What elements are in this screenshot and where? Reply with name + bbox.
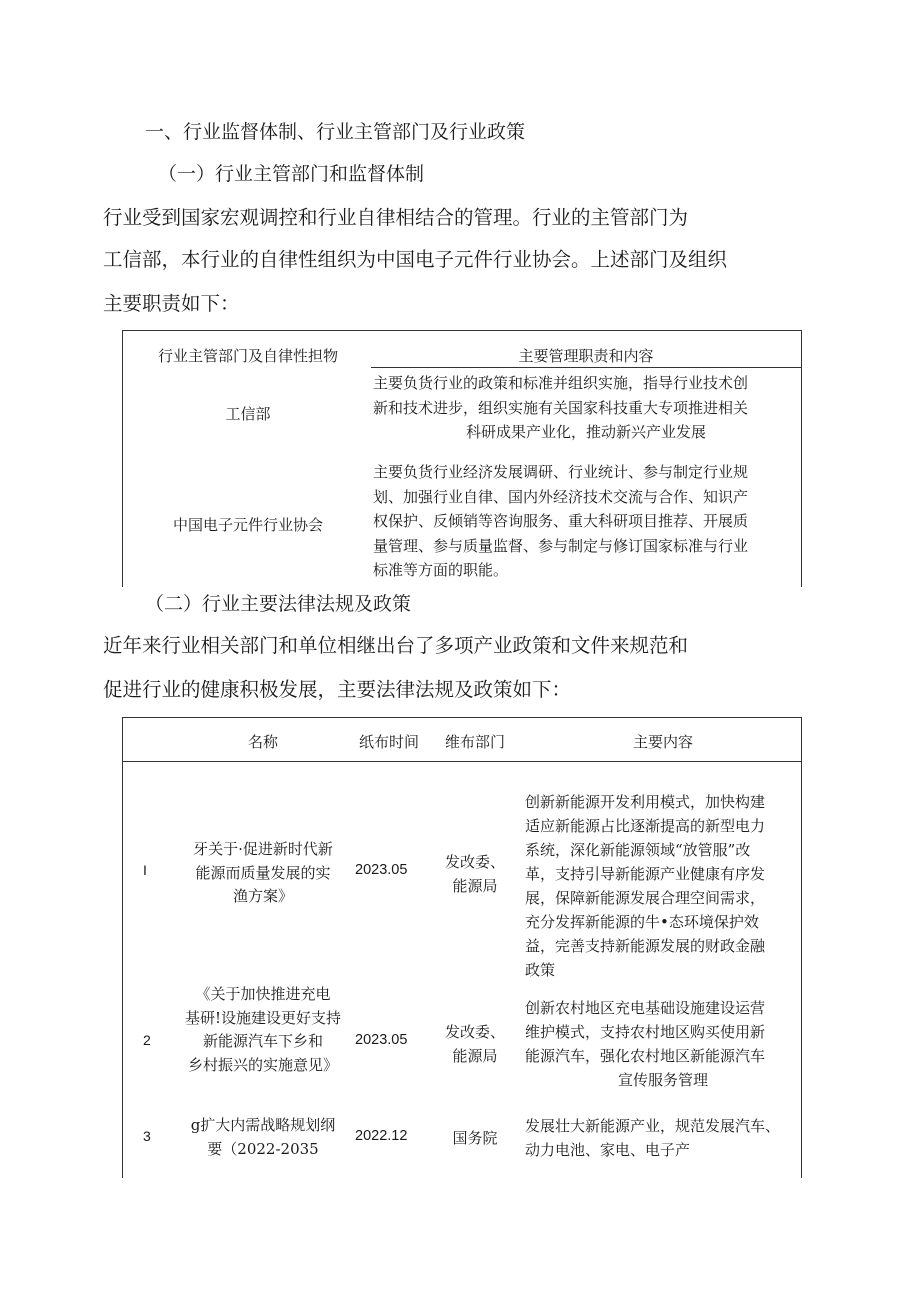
dept-line: 发改委、 — [444, 1023, 505, 1041]
header-dept: 维布部门 — [444, 733, 505, 751]
content-line: 系统，深化新能源领域“放管服”改 — [525, 841, 751, 859]
content-line: 能源汽车，强化农村地区新能源汽车 — [525, 1047, 766, 1065]
header-divider — [371, 367, 801, 368]
dept-line: 能源局 — [452, 1047, 498, 1065]
dept-line: 发改委、 — [444, 853, 505, 871]
duty-line: 主要负货行业经济发展调研、行业统计、参与制定行业规 — [373, 463, 749, 481]
release-date: 2022.12 — [355, 1128, 408, 1144]
name-line: 要（2022-2035 — [207, 1139, 319, 1158]
policy-content — [525, 790, 801, 982]
dept-line: 国务院 — [452, 1129, 498, 1147]
row-number: I — [143, 862, 147, 878]
paragraph-line: 促进行业的健康积极发展，主要法律法规及政策如下： — [103, 678, 572, 701]
content-line: 宣传服务管理 — [617, 1071, 708, 1089]
duty-line: 新和技术进步，组织实施有关国家科技重大专项推进相关 — [373, 398, 749, 417]
content-line: 动力电池、家电、电子产 — [525, 1141, 691, 1159]
policy-content — [525, 1114, 801, 1162]
table-header-duties: 主要管理职责和内容 — [518, 347, 654, 365]
content-line: 适应新能源占比逐渐提高的新型电力 — [525, 817, 766, 835]
header-content: 主要内容 — [632, 733, 693, 751]
content-line: 益，完善支持新能源发展的财政金融 — [525, 937, 766, 955]
issuing-department — [435, 1020, 515, 1068]
name-line: 牙关于·促进新时代新 — [193, 840, 333, 858]
duty-line: 标准等方面的职能。 — [373, 561, 509, 579]
row-number: 2 — [143, 1032, 151, 1048]
department-name: 中国电子元件行业协会 — [172, 516, 323, 534]
duty-line: 主要负货行业的政策和标准并组织实施，指导行业技术创 — [373, 374, 749, 392]
paragraph-line: 近年来行业相关部门和单位相继出台了多项产业政策和文件来规范和 — [103, 634, 689, 657]
department-name: 工信部 — [225, 405, 271, 423]
header-name: 名称 — [247, 733, 278, 751]
department-duty — [373, 371, 799, 445]
subsection-heading-2: （二）行业主要法律法规及政策 — [145, 593, 412, 615]
policy-table — [122, 717, 802, 1178]
row-number: 3 — [143, 1128, 151, 1144]
policy-name — [167, 983, 359, 1077]
release-date: 2023.05 — [355, 1032, 408, 1048]
duty-line: 量管理、参与质量监督、参与制定与修订国家标准与行业 — [373, 536, 749, 555]
name-line: 基研!设施建设更好支持 — [184, 1008, 342, 1027]
header-date: 纸布时间 — [358, 733, 419, 751]
paragraph-line: 主要职责如下： — [103, 292, 240, 315]
name-line: 新能源汽车下乡和 — [202, 1032, 323, 1050]
issuing-department — [435, 850, 515, 898]
content-line: 政策 — [525, 961, 556, 979]
policy-name — [173, 1114, 353, 1161]
duty-line: 划、加强行业自律、国内外经济技术交流与合作、知识产 — [373, 487, 749, 506]
issuing-department — [435, 1126, 515, 1150]
release-date: 2023.05 — [355, 862, 408, 878]
policy-content — [525, 996, 801, 1092]
content-line: 革，支持引导新能源产业健康有序发 — [525, 865, 766, 883]
name-line: 能源而质量发展的实 — [195, 863, 331, 882]
content-line: 展，保障新能源发展合理空间需求， — [525, 889, 766, 907]
header-divider — [123, 761, 801, 762]
section-heading: 一、行业监督体制、行业主管部门及行业政策 — [145, 121, 526, 143]
name-line: 《关于加快推进充电 — [195, 985, 331, 1003]
name-line: 乡村振兴的实施意见》 — [187, 1055, 338, 1074]
subsection-heading-1: （一）行业主管部门和监督体制 — [158, 163, 425, 185]
name-line: 渔方案》 — [232, 887, 293, 905]
content-line: 发展壮大新能源产业，规范发展汽车、 — [525, 1117, 781, 1135]
duty-line: 科研成果产业化，推动新兴产业发展 — [465, 423, 706, 441]
content-line: 维护模式，支持农村地区购买使用新 — [525, 1023, 766, 1041]
department-duty — [373, 460, 799, 583]
table-header-department: 行业主管部门及自律性担物 — [157, 347, 338, 365]
dept-line: 能源局 — [452, 877, 498, 895]
paragraph-line: 行业受到国家宏观调控和行业自律相结合的管理。行业的主管部门为 — [103, 206, 689, 229]
content-line: 创新农村地区充电基础设施建设运营 — [525, 999, 766, 1017]
content-line: 充分发挥新能源的牛•态环境保护效 — [525, 913, 759, 931]
duty-line: 权保护、反倾销等咨询服务、重大科研项目推荐、开展质 — [373, 512, 749, 530]
paragraph-line: 工信部，本行业的自律性组织为中国电子元件行业协会。上述部门及组织 — [103, 248, 728, 271]
department-duties-table — [122, 330, 802, 587]
policy-name — [173, 838, 353, 909]
name-line: g扩大内需战略规划纲 — [190, 1116, 336, 1134]
content-line: 创新新能源开发利用模式，加快构建 — [525, 793, 766, 811]
